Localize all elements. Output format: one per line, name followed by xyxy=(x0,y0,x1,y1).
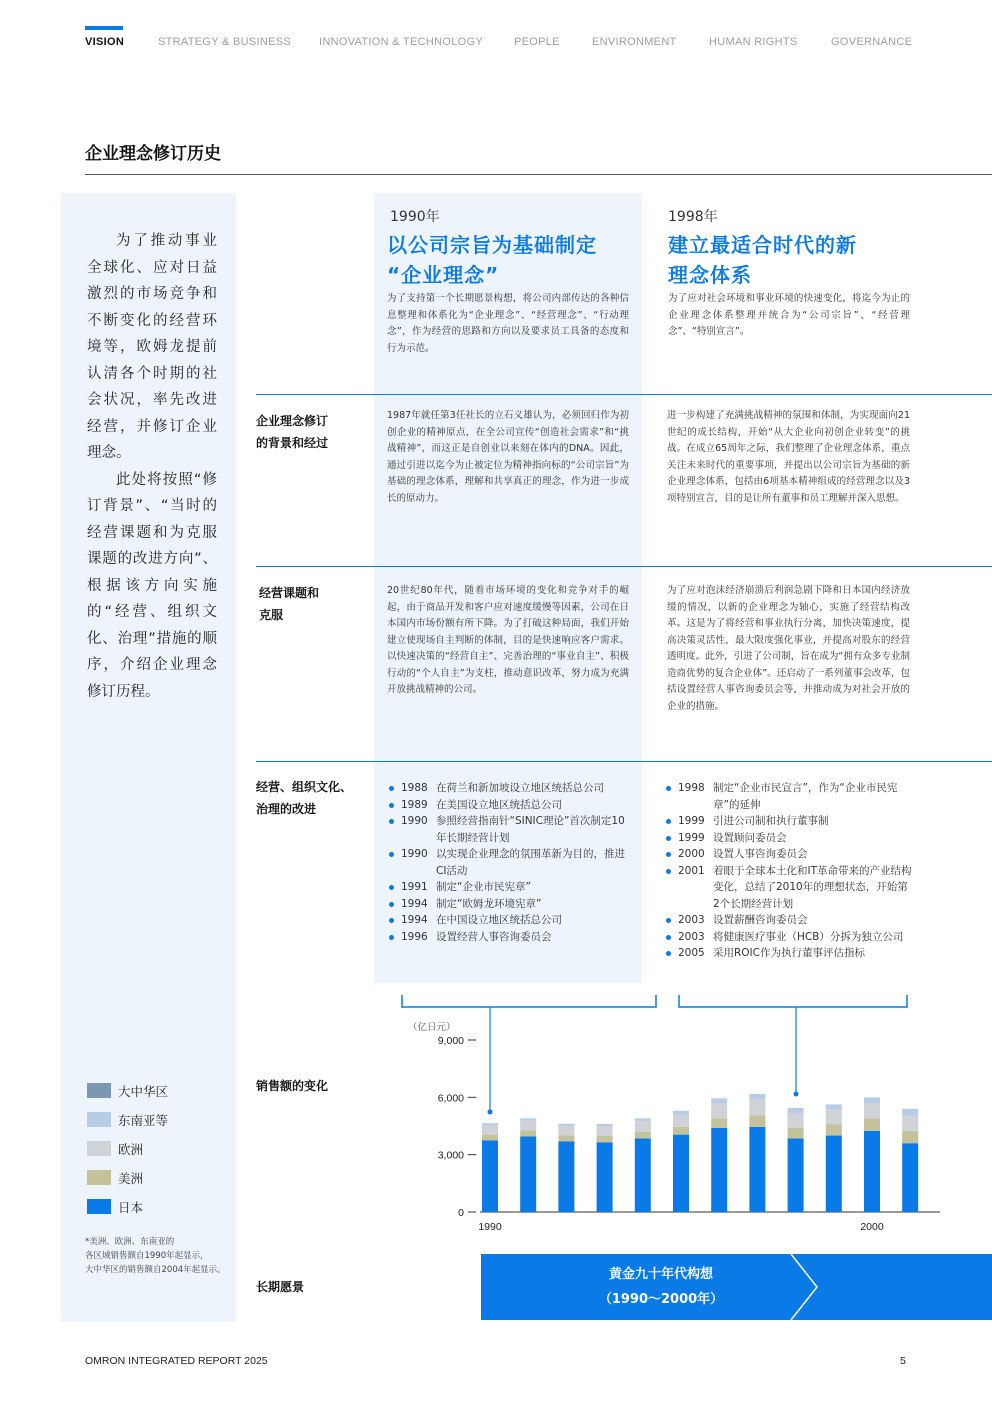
column-1998-heading-line1: 建立最适合时代的新 xyxy=(668,233,857,257)
bar-segment xyxy=(902,1115,918,1130)
bar-segment xyxy=(711,1128,727,1212)
legend-swatch xyxy=(87,1112,111,1127)
row-label-background xyxy=(256,410,328,454)
bar-segment xyxy=(482,1140,498,1212)
row-divider xyxy=(256,761,992,762)
vision-period: （1990～2000年） xyxy=(598,1292,724,1307)
column-1990-heading-line1: 以公司宗旨为基础制定 xyxy=(387,233,597,257)
footnote-line: 各区域销售额自1990年起显示， xyxy=(85,1251,209,1261)
row-label-sales: 销售额的变化 xyxy=(256,1079,329,1093)
bar-segment xyxy=(902,1131,918,1143)
event-year: 1999 xyxy=(678,815,705,827)
bar-segment xyxy=(597,1124,613,1126)
event-text: 在中国设立地区统括总公司 xyxy=(436,914,562,926)
column-1998-background-text: 进一步构建了充满挑战精神的氛围和体制，为实现面向21世纪的成长结构，开始“从大企业向初创企业转变”的挑战。在成立65周年之际，我们整理了企业理念体系，重点关注未来时代的重要事项，并提出以公司宗旨为基础的新企业理念体系，包括由6项基本精神组成的经营理念以及3项特别宣言，目的是让所有董事和员工理解并深入思想。 xyxy=(667,410,910,504)
y-tick-label: 9,000 xyxy=(437,1035,464,1047)
bracket-1998 xyxy=(679,995,907,1007)
bar-segment xyxy=(558,1136,574,1142)
bar-segment xyxy=(558,1141,574,1212)
bar-segment xyxy=(826,1104,842,1109)
list-item xyxy=(664,846,912,863)
footnote-line: 大中华区的销售额自2004年起显示。 xyxy=(85,1265,226,1275)
bar-segment xyxy=(635,1118,651,1121)
legend-label: 美洲 xyxy=(118,1170,144,1186)
event-text: 在美国设立地区统括总公司 xyxy=(436,798,562,811)
bar-segment xyxy=(749,1127,765,1212)
legend-label: 欧洲 xyxy=(118,1141,144,1157)
bar-segment xyxy=(711,1098,727,1103)
event-year: 2000 xyxy=(678,848,705,860)
vision-label xyxy=(481,1262,841,1312)
bar-segment xyxy=(673,1135,689,1212)
event-text: 以实现企业理念的氛围革新为目的，推进CI活动 xyxy=(436,848,625,877)
y-axis-unit: （亿日元） xyxy=(408,1022,456,1033)
column-1990-heading-line2: “企业理念” xyxy=(387,263,500,287)
chart-footnote xyxy=(85,1235,226,1277)
event-text: 引进公司制和执行董事制 xyxy=(713,815,829,827)
vision-title: 黄金九十年代构想 xyxy=(608,1267,713,1282)
event-year: 2001 xyxy=(678,864,705,877)
event-year: 2003 xyxy=(678,930,705,943)
bar-segment xyxy=(673,1111,689,1115)
bracket-1990 xyxy=(402,995,656,1007)
list-item xyxy=(387,929,632,946)
bar-segment xyxy=(635,1138,651,1212)
page-number: 5 xyxy=(900,1355,906,1367)
list-item xyxy=(664,780,912,813)
chart-legend xyxy=(87,1076,168,1221)
legend-label: 日本 xyxy=(118,1199,144,1215)
bar-segment xyxy=(749,1115,765,1126)
row-label-line: 经营课题和 xyxy=(259,586,320,600)
list-item xyxy=(664,863,912,913)
bar-segment xyxy=(635,1121,651,1132)
event-text: 设置薪酬咨询委员会 xyxy=(713,914,808,926)
tab-innovation-technology[interactable]: INNOVATION & TECHNOLOGY xyxy=(319,36,483,48)
event-text: 制定“企业市民宪章” xyxy=(436,881,531,893)
event-year: 1989 xyxy=(401,798,428,811)
bar-segment xyxy=(482,1135,498,1141)
list-item xyxy=(387,797,632,814)
bar-segment xyxy=(673,1127,689,1135)
event-year: 2003 xyxy=(678,914,705,926)
row-label-measures xyxy=(256,776,352,820)
list-item xyxy=(664,830,912,847)
event-text: 着眼于全球本土化和IT革命带来的产业结构变化，总结了2010年的理想状态，开始第2个长期经营计划 xyxy=(713,864,912,910)
list-item xyxy=(664,912,912,929)
title-divider xyxy=(85,174,992,175)
intro-paragraph-2: 此处将按照“修订背景”、“当时的经营课题和为克服课题的改进方向”、根据该方向实施的“经营、组织文化、治理”措施的顺序，介绍企业理念修订历程。 xyxy=(87,471,217,700)
event-text: 在荷兰和新加坡设立地区统括总公司 xyxy=(436,782,604,794)
tab-people[interactable]: PEOPLE xyxy=(514,36,560,48)
event-year: 1998 xyxy=(678,782,705,794)
event-text: 设置人事咨询委员会 xyxy=(713,848,808,860)
bar-segment xyxy=(864,1103,880,1118)
bar-segment xyxy=(749,1094,765,1099)
bar-segment xyxy=(482,1125,498,1135)
y-tick-label: 3,000 xyxy=(437,1149,464,1162)
list-item xyxy=(664,813,912,830)
event-text: 设置顾问委员会 xyxy=(713,831,787,844)
footer-report-title: OMRON INTEGRATED REPORT 2025 xyxy=(85,1355,268,1367)
bar-segment xyxy=(635,1132,651,1139)
column-1998-year: 1998年 xyxy=(668,209,718,225)
event-text: 制定“欧姆龙环境宪章” xyxy=(436,897,542,910)
sales-chart xyxy=(380,990,940,1240)
bar-segment xyxy=(826,1124,842,1135)
active-tab-indicator xyxy=(85,26,123,30)
bar-segment xyxy=(711,1103,727,1118)
tab-vision[interactable]: VISION xyxy=(85,36,125,48)
legend-swatch xyxy=(87,1199,111,1214)
bar-segment xyxy=(788,1114,804,1128)
column-1990-summary: 为了支持第一个长期愿景构想，将公司内部传达的各种信息整理和体系化为“企业理念”、“经营理念”、“行动理念”，作为经营的思路和方向以及要求员工具备的态度和行为示范。 xyxy=(387,293,629,354)
x-tick-label: 2000 xyxy=(860,1221,884,1233)
column-1998-events xyxy=(664,780,912,962)
row-divider xyxy=(256,394,992,395)
event-year: 1999 xyxy=(678,831,705,844)
bar-segment xyxy=(788,1138,804,1212)
tab-governance[interactable]: GOVERNANCE xyxy=(831,36,913,48)
list-item xyxy=(387,846,632,879)
tab-environment[interactable]: ENVIRONMENT xyxy=(592,36,677,48)
legend-item xyxy=(87,1163,168,1192)
row-label-line: 克服 xyxy=(259,608,284,622)
row-label-line: 企业理念修订 xyxy=(256,414,329,428)
bar-segment xyxy=(597,1136,613,1142)
bar-segment xyxy=(520,1118,536,1120)
column-1990-year: 1990年 xyxy=(390,209,440,225)
list-item xyxy=(387,813,632,846)
bar-segment xyxy=(520,1130,536,1136)
row-label-line: 治理的改进 xyxy=(256,802,317,816)
bar-segment xyxy=(597,1142,613,1212)
bar-segment xyxy=(711,1118,727,1128)
bar-segment xyxy=(520,1121,536,1131)
list-item xyxy=(387,912,632,929)
column-1990-heading xyxy=(387,230,637,290)
bar-segment xyxy=(864,1097,880,1103)
column-1998-heading-line2: 理念体系 xyxy=(668,263,752,287)
bar-segment xyxy=(902,1143,918,1212)
bar-segment xyxy=(826,1110,842,1124)
top-navigation xyxy=(85,0,932,60)
page-title: 企业理念修订历史 xyxy=(85,144,221,164)
event-text: 采用ROIC作为执行董事评估指标 xyxy=(713,947,865,959)
event-year: 1990 xyxy=(401,815,428,827)
row-label-line: 经营、组织文化、 xyxy=(256,780,353,794)
list-item xyxy=(664,929,912,946)
event-text: 将健康医疗事业（HCB）分拆为独立公司 xyxy=(713,930,904,943)
intro-text xyxy=(87,228,217,705)
tab-human-rights[interactable]: HUMAN RIGHTS xyxy=(709,36,798,48)
list-item xyxy=(387,780,632,797)
bar-segment xyxy=(788,1108,804,1114)
x-tick-label: 1990 xyxy=(478,1221,502,1233)
marker-dot xyxy=(488,1110,493,1115)
bar-segment xyxy=(864,1131,880,1212)
list-item xyxy=(664,945,912,962)
bar-segment xyxy=(558,1124,574,1126)
row-divider xyxy=(256,566,992,567)
bar-segment xyxy=(597,1126,613,1136)
list-item xyxy=(387,896,632,913)
y-tick-label: 6,000 xyxy=(437,1092,464,1105)
bar-segment xyxy=(788,1128,804,1139)
event-year: 1994 xyxy=(401,914,428,926)
event-year: 1994 xyxy=(401,897,428,910)
bar-segment xyxy=(749,1099,765,1115)
event-year: 2005 xyxy=(678,947,705,959)
legend-swatch xyxy=(87,1083,111,1098)
legend-swatch xyxy=(87,1170,111,1185)
bar-segment xyxy=(826,1136,842,1212)
y-tick-label: 0 xyxy=(458,1207,464,1219)
event-year: 1991 xyxy=(401,881,428,893)
column-1998-heading xyxy=(668,230,918,290)
footnote-line: *美洲、欧洲、东南亚的 xyxy=(85,1237,175,1247)
column-1990-challenges-text: 20世纪80年代，随着市场环境的变化和竞争对手的崛起，由于商品开发和客户应对速度缓慢等因素，公司在日本国内市场份额有所下降。为了打破这种局面，我们开始建立使现场自主判断的体制，目的是快速响应客户需求。以快速决策的“经营自主”、完善治理的“事业自主”、积极行动的“个人自主”为支柱，推动意识改革，努力成为充满开放挑战精神的公司。 xyxy=(387,585,629,695)
column-1998-challenges-text: 为了应对泡沫经济崩溃后利润急剧下降和日本国内经济放缓的情况，以新的企业理念为轴心，实施了经营结构改革。这是为了将经营和事业执行分离，加快决策速度，提高决策灵活性，最大限度强化事业，并提高对股东的经营透明度。此外，引进了公司制，旨在成为“拥有众多专业制造商优势的复合企业体”。还启动了一系列董事会改革，包括设置经营人事咨询委员会等，并推动成为对社会开放的企业的措施。 xyxy=(667,585,910,712)
bar-segment xyxy=(520,1137,536,1212)
row-label-challenges xyxy=(259,582,319,626)
legend-item xyxy=(87,1134,168,1163)
intro-paragraph-1: 为了推动事业全球化、应对日益激烈的市场竞争和不断变化的经营环境等，欧姆龙提前认清各个时期的社会状况，率先改进经营，并修订企业理念。 xyxy=(87,233,217,461)
event-text: 参照经营指南针“SINIC理论”首次制定10年长期经营计划 xyxy=(436,815,625,844)
row-label-vision: 长期愿景 xyxy=(256,1280,305,1294)
tab-strategy-business[interactable]: STRATEGY & BUSINESS xyxy=(158,36,292,48)
event-year: 1988 xyxy=(401,782,428,794)
legend-swatch xyxy=(87,1141,111,1156)
legend-label: 大中华区 xyxy=(118,1083,169,1099)
marker-dot xyxy=(794,1092,799,1097)
column-1998-summary: 为了应对社会环境和事业环境的快速变化，将迄今为止的企业理念体系整理并统合为“公司宗旨”、“经营理念”、“特别宣言”。 xyxy=(668,293,910,337)
bar-segment xyxy=(902,1109,918,1116)
row-label-line: 的背景和经过 xyxy=(256,436,329,450)
bar-segment xyxy=(482,1123,498,1125)
bar-segment xyxy=(558,1126,574,1136)
legend-item xyxy=(87,1076,168,1105)
bar-segment xyxy=(864,1118,880,1130)
event-text: 制定“企业市民宣言”，作为“企业市民宪章”的延伸 xyxy=(713,782,898,811)
legend-item xyxy=(87,1105,168,1134)
event-year: 1996 xyxy=(401,930,428,943)
column-1990-background-text: 1987年就任第3任社长的立石义雄认为，必须回归作为初创企业的精神原点，在全公司宣传“创造社会需求”和“挑战精神”，而这正是自创业以来刻在体内的DNA。因此，通过引进以迄今为止被定位为精神指向标的“公司宗旨”为基础的理念体系，理解和共享真正的理念，作为进一步成长的原动力。 xyxy=(387,410,629,504)
list-item xyxy=(387,879,632,896)
column-1990-events xyxy=(387,780,632,945)
legend-label: 东南亚等 xyxy=(118,1112,169,1128)
bar-segment xyxy=(673,1115,689,1127)
legend-item xyxy=(87,1192,168,1221)
event-text: 设置经营人事咨询委员会 xyxy=(436,930,552,943)
event-year: 1990 xyxy=(401,848,428,860)
